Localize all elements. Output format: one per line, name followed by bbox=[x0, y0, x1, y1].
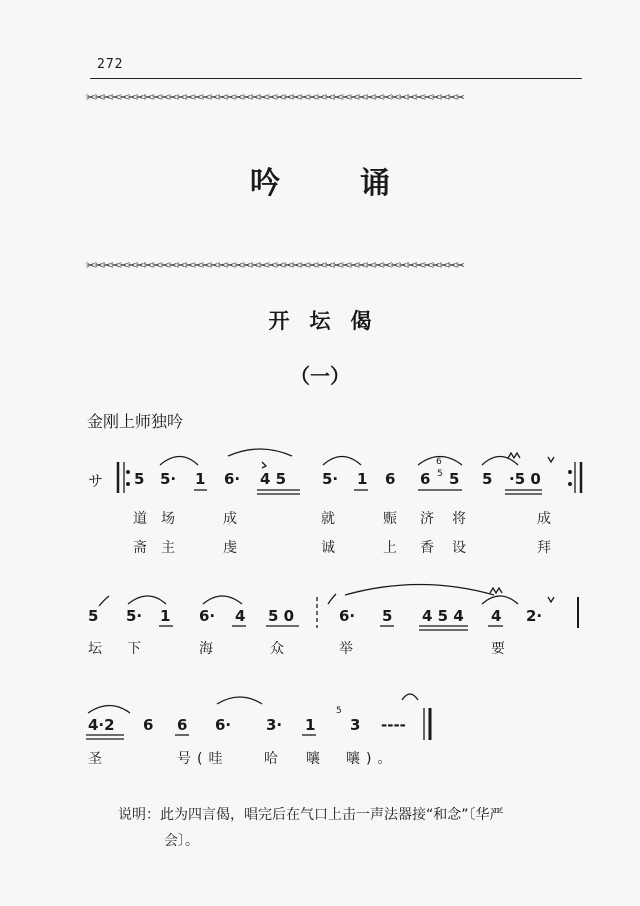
explanation-line-1: 说明：此为四言偈，唱完后在气口上击一声法器接“和念”〔华严 bbox=[118, 807, 504, 823]
note: 5· bbox=[160, 470, 177, 488]
note: 1 bbox=[305, 716, 316, 734]
lyric: 嚷)。 bbox=[346, 751, 398, 767]
note: ---- bbox=[381, 716, 406, 734]
note: 6· bbox=[215, 716, 232, 734]
note: 6· bbox=[199, 607, 216, 625]
note: 5 bbox=[449, 470, 460, 488]
lyric: 众 bbox=[270, 641, 284, 657]
note: 5 bbox=[88, 607, 99, 625]
note: 4·2 bbox=[88, 716, 115, 734]
lyric: 上 bbox=[383, 540, 397, 556]
note: 5 0 bbox=[268, 607, 295, 625]
lyric: 圣 bbox=[88, 751, 102, 767]
lyric: 道 bbox=[133, 511, 147, 527]
lyric: 场 bbox=[161, 511, 175, 527]
note: 2· bbox=[526, 607, 543, 625]
note: 6 bbox=[177, 716, 188, 734]
note: 1 bbox=[357, 470, 368, 488]
lyric: 哈 bbox=[264, 751, 278, 767]
lyric: 号(哇 bbox=[177, 751, 229, 767]
chapter-title: 吟诵 bbox=[250, 166, 470, 201]
ornamental-border-top: ✂✂✂✂✂✂✂✂✂✂✂✂✂✂✂✂✂✂✂✂✂✂✂✂✂✂✂✂✂✂✂✂✂✂✂✂✂✂✂✂✂✂✂✂✂✂ bbox=[86, 91, 464, 104]
note: 5 bbox=[482, 470, 493, 488]
note: ·5 0 bbox=[509, 470, 541, 488]
tempo-mark: サ bbox=[88, 472, 104, 490]
lyric: 成 bbox=[223, 511, 237, 527]
explanation-line-2: 会〕。 bbox=[164, 833, 199, 849]
note: 3 bbox=[350, 716, 361, 734]
note: 5 bbox=[134, 470, 145, 488]
note: 6· bbox=[224, 470, 241, 488]
header-rule bbox=[90, 78, 582, 79]
lyric: 虔 bbox=[223, 540, 237, 556]
lyric: 斋 bbox=[133, 540, 147, 556]
note: 6 bbox=[385, 470, 396, 488]
note: 1 bbox=[160, 607, 171, 625]
note: 6 bbox=[143, 716, 154, 734]
lyric: 坛 bbox=[88, 641, 102, 657]
page-number: 272 bbox=[97, 57, 124, 72]
lyric: 嚷 bbox=[306, 751, 320, 767]
piece-title: 开坛偈 bbox=[268, 309, 392, 333]
note: 6 bbox=[420, 470, 431, 488]
lyric: 海 bbox=[199, 641, 213, 657]
note: 1 bbox=[195, 470, 206, 488]
lyric: 就 bbox=[321, 511, 335, 527]
lyric: 举 bbox=[339, 641, 353, 657]
note: 5· bbox=[126, 607, 143, 625]
note: 5 bbox=[382, 607, 393, 625]
grace-note: 5 bbox=[437, 469, 443, 479]
note: 4 5 bbox=[260, 470, 287, 488]
lyric: 下 bbox=[127, 641, 141, 657]
lyric: 要 bbox=[491, 641, 505, 657]
grace-note: 5 bbox=[336, 706, 342, 716]
lyric: 赈 bbox=[383, 511, 397, 527]
lyric: 香 bbox=[420, 540, 434, 556]
lyric: 诚 bbox=[321, 540, 335, 556]
explanation-note bbox=[118, 802, 598, 854]
lyric: 济 bbox=[420, 511, 434, 527]
note: 4 5 4 bbox=[422, 607, 464, 625]
lyric: 成 bbox=[537, 511, 551, 527]
note: 6· bbox=[339, 607, 356, 625]
performer-note: 金刚上师独吟 bbox=[87, 412, 184, 431]
lyric: 主 bbox=[161, 540, 175, 556]
ornamental-border-bottom: ✂✂✂✂✂✂✂✂✂✂✂✂✂✂✂✂✂✂✂✂✂✂✂✂✂✂✂✂✂✂✂✂✂✂✂✂✂✂✂✂✂✂✂✂✂✂ bbox=[86, 259, 464, 272]
lyric: 设 bbox=[452, 540, 466, 556]
grace-note: 6 bbox=[436, 457, 442, 467]
note: 4 bbox=[491, 607, 502, 625]
note: 3· bbox=[266, 716, 283, 734]
note: 4 bbox=[235, 607, 246, 625]
lyric: 将 bbox=[452, 511, 466, 527]
note: 5· bbox=[322, 470, 339, 488]
lyric: 拜 bbox=[537, 540, 551, 556]
section-number: （一） bbox=[290, 364, 350, 388]
